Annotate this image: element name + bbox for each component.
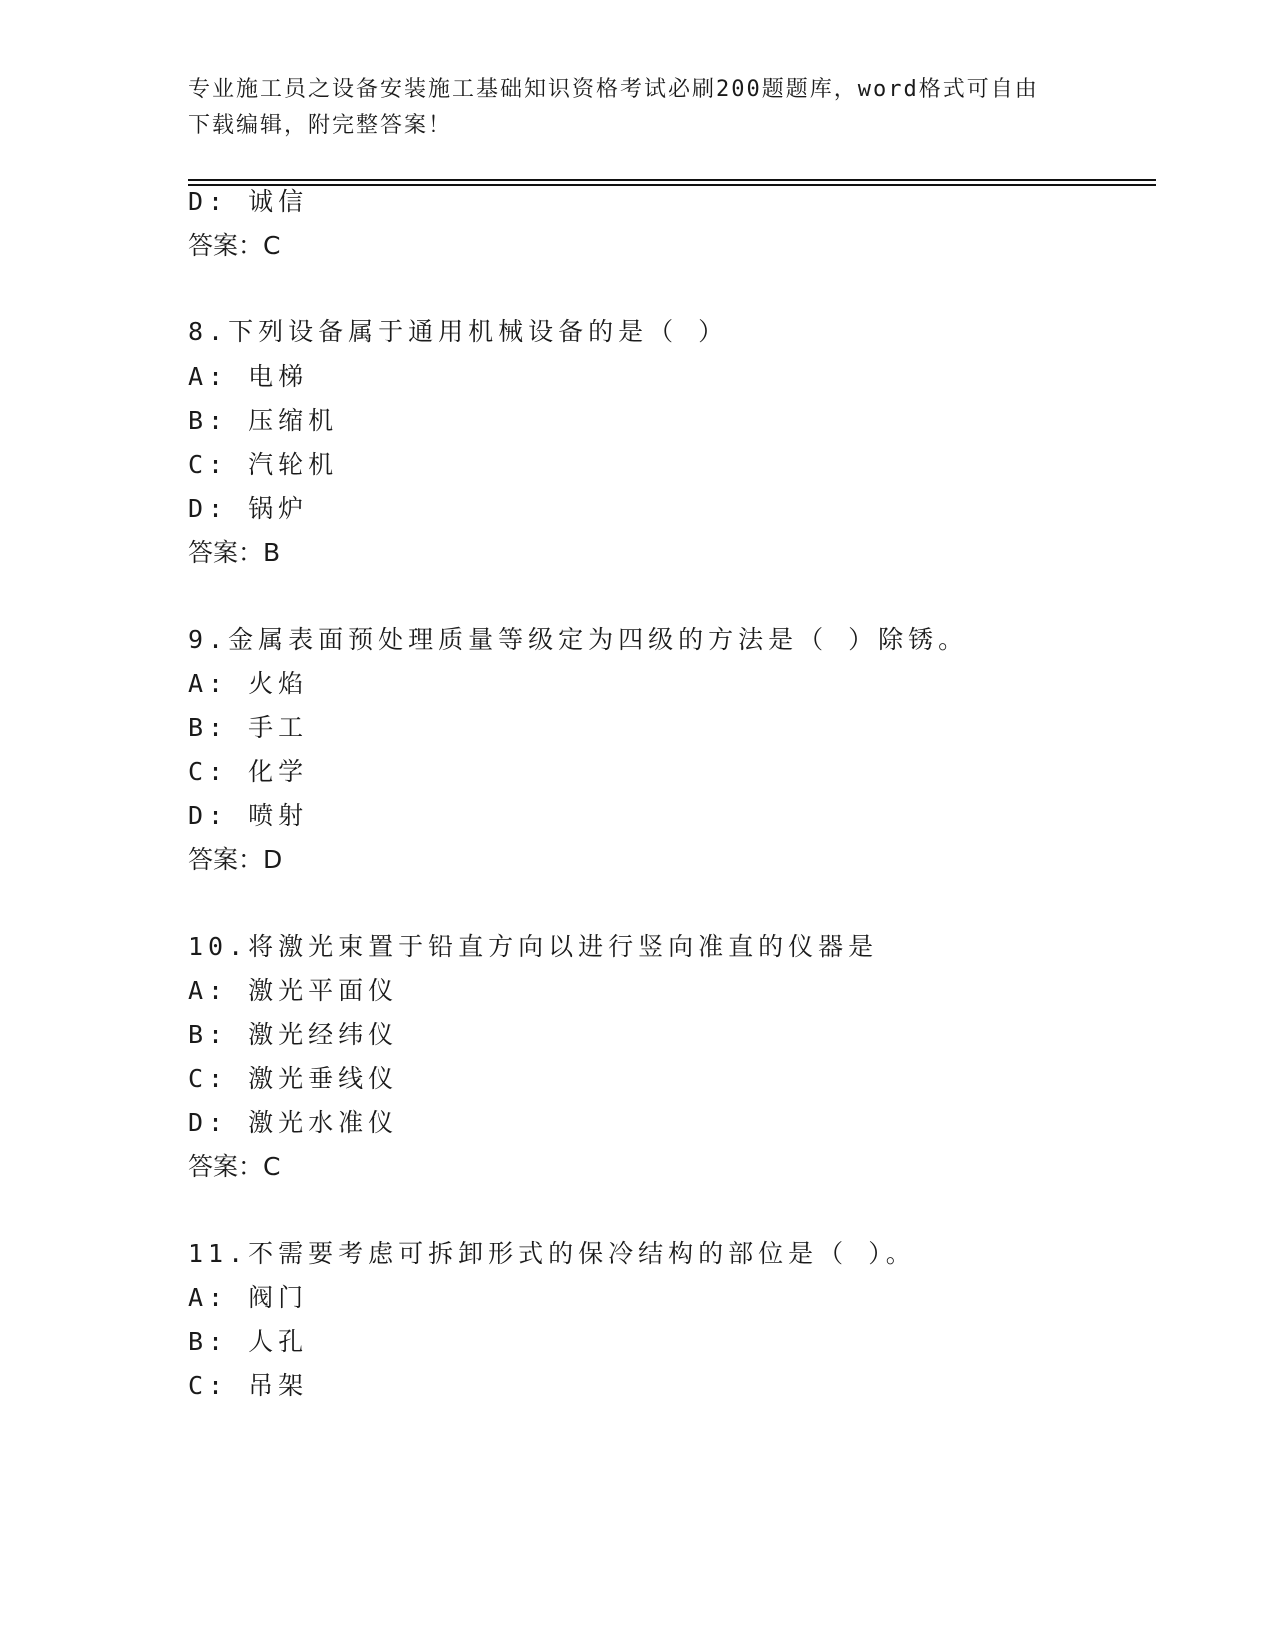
question-11-option-a: A: 阀门 <box>188 1283 309 1312</box>
question-11-option-c: C: 吊架 <box>188 1371 309 1400</box>
question-9-option-d: D: 喷射 <box>188 801 309 830</box>
header-divider-top <box>188 179 1156 181</box>
question-10-option-c: C: 激光垂线仪 <box>188 1064 399 1093</box>
question-9-option-b: B: 手工 <box>188 713 309 742</box>
question-9-option-a: A: 火焰 <box>188 669 309 698</box>
question-10-option-d: D: 激光水准仪 <box>188 1108 399 1137</box>
question-10-stem: 10.将激光束置于铅直方向以进行竖向准直的仪器是 <box>188 932 879 961</box>
question-10-answer: 答案：C <box>188 1152 281 1181</box>
question-8-answer: 答案：B <box>188 538 281 567</box>
question-8-option-d: D: 锅炉 <box>188 494 309 523</box>
header-title-line-1: 专业施工员之设备安装施工基础知识资格考试必刷200题题库，word格式可自由 <box>188 77 1039 102</box>
question-10-option-b: B: 激光经纬仪 <box>188 1020 399 1049</box>
prev-answer: 答案：C <box>188 231 281 260</box>
question-9-option-c: C: 化学 <box>188 757 309 786</box>
question-8-stem: 8.下列设备属于通用机械设备的是（ ） <box>188 317 729 346</box>
question-8-option-b: B: 压缩机 <box>188 406 339 435</box>
header-divider-bottom <box>188 184 1156 186</box>
question-8-option-a: A: 电梯 <box>188 362 309 391</box>
question-11-option-b: B: 人孔 <box>188 1327 309 1356</box>
question-8-option-c: C: 汽轮机 <box>188 450 339 479</box>
document-header <box>188 72 1088 144</box>
question-10-option-a: A: 激光平面仪 <box>188 976 399 1005</box>
question-11-stem: 11.不需要考虑可拆卸形式的保冷结构的部位是（ ）。 <box>188 1239 916 1268</box>
header-title-line-2: 下载编辑，附完整答案！ <box>188 113 453 138</box>
question-9-stem: 9.金属表面预处理质量等级定为四级的方法是（ ）除锈。 <box>188 625 969 654</box>
prev-option-d: D: 诚信 <box>188 187 309 216</box>
question-9-answer: 答案：D <box>188 845 283 874</box>
